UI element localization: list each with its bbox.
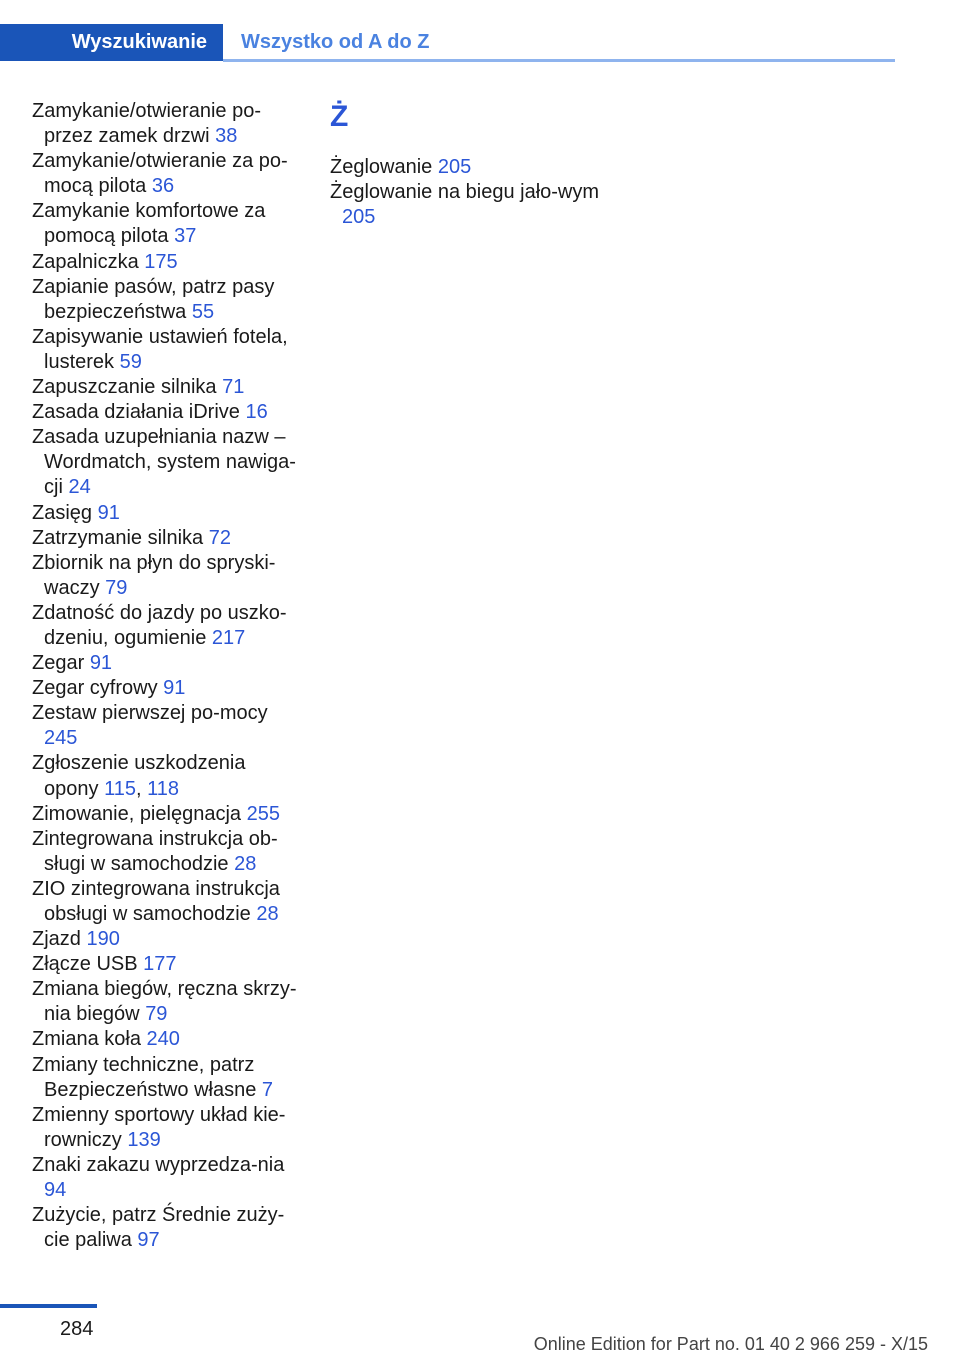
index-entry-text: Znaki zakazu wyprzedza-nia — [32, 1153, 285, 1176]
index-entry — [330, 155, 600, 180]
page-reference-link[interactable]: 115 — [104, 777, 136, 800]
index-entry — [32, 400, 302, 425]
page-reference-link[interactable]: 139 — [127, 1128, 161, 1151]
page-reference-link[interactable]: 71 — [222, 376, 245, 399]
index-entry — [32, 651, 302, 676]
index-entry-text: Zatrzymanie silnika — [32, 526, 204, 549]
index-column-right — [330, 99, 600, 230]
index-entry-text: Zegar cyfrowy — [32, 677, 158, 700]
index-entry-text: Zapalniczka — [32, 250, 139, 273]
page-reference-link[interactable]: 24 — [68, 476, 91, 499]
page-reference-link[interactable]: 59 — [119, 350, 142, 373]
index-entry-text: Zjazd — [32, 928, 81, 951]
page-reference-link[interactable]: 118 — [147, 777, 179, 800]
index-entry-text: Złącze USB — [32, 953, 138, 976]
index-entry — [32, 551, 302, 601]
page-reference-link[interactable]: 94 — [44, 1179, 67, 1202]
page-reference-link[interactable]: 72 — [208, 526, 231, 549]
index-entry — [32, 250, 302, 275]
index-entry — [32, 827, 302, 877]
index-entry-text: Zmiany techniczne, patrz Bezpieczeństwo własne — [32, 1053, 257, 1101]
page-reference-link[interactable]: 28 — [234, 852, 257, 875]
page-reference-link[interactable]: 91 — [89, 652, 113, 675]
letter-heading: Ż — [330, 100, 349, 133]
index-entry-text: Zużycie, patrz Średnie zuży-cie paliwa — [32, 1204, 285, 1252]
page-reference-link[interactable]: 175 — [144, 250, 178, 273]
index-entry — [32, 199, 302, 249]
page-reference-link[interactable]: 190 — [86, 928, 120, 951]
page-reference-link[interactable]: 240 — [146, 1028, 180, 1051]
index-entry-text: Zasada uzupełniania nazw – Wordmatch, system nawiga-cji — [32, 426, 296, 499]
index-entry — [32, 1103, 302, 1153]
index-entry — [32, 501, 302, 526]
index-entry — [330, 180, 600, 230]
index-entry-text: Żeglowanie na biegu jało-wym — [330, 181, 600, 204]
index-entry-text: Zapianie pasów, patrz pasy bezpieczeństwa — [32, 275, 275, 323]
page-reference-link[interactable]: 255 — [246, 802, 280, 825]
tab-wszystko-od-a-do-z[interactable]: Wszystko od A do Z — [241, 31, 430, 53]
index-entry — [32, 601, 302, 651]
index-entry-text: Zegar — [32, 652, 85, 675]
header-rule — [223, 59, 895, 62]
footer-edition: Online Edition for Part no. 01 40 2 966 259 - X/15 — [533, 1334, 928, 1354]
page-reference-link[interactable]: 79 — [105, 576, 128, 599]
index-entry — [32, 425, 302, 500]
page-reference-link[interactable]: 205 — [437, 156, 472, 178]
index-entry — [32, 1203, 302, 1253]
index-entry-text: Zamykanie/otwieranie za po-mocą pilota — [32, 150, 288, 198]
footer-accent-bar — [0, 1304, 97, 1308]
header — [0, 0, 960, 62]
page-reference-link[interactable]: 36 — [151, 175, 175, 198]
index-entry — [32, 325, 302, 375]
index-entry-text: Zapuszczanie silnika — [32, 376, 217, 399]
index-column-left — [32, 99, 302, 1253]
page-reference-link[interactable]: 177 — [143, 953, 177, 976]
index-entry-text: Zbiornik na płyn do spryski-waczy — [32, 551, 276, 599]
index-entry-text: Zmiana biegów, ręczna skrzy-nia biegów — [32, 978, 297, 1026]
index-entry-text: Żeglowanie — [330, 156, 433, 178]
index-entry — [32, 149, 302, 199]
index-entry — [32, 977, 302, 1027]
index-entry-text: Zintegrowana instrukcja ob-sługi w samochodzie — [32, 827, 278, 875]
index-entry — [32, 676, 302, 701]
page-number: 284 — [60, 1318, 94, 1340]
index-entry-text: Zdatność do jazdy po uszko-dzeniu, ogumienie — [32, 601, 287, 649]
page-reference-link[interactable]: 16 — [245, 401, 268, 424]
page-reference-link[interactable]: 205 — [342, 206, 376, 229]
index-entry-text: Zestaw pierwszej po-mocy — [32, 702, 268, 725]
index-entry-text: Zmiana koła — [32, 1028, 141, 1051]
index-entry — [32, 952, 302, 977]
index-entry — [32, 375, 302, 400]
index-entry-text: Zmienny sportowy układ kie-rowniczy — [32, 1103, 286, 1151]
page-reference-link[interactable]: 28 — [256, 903, 279, 925]
page-reference-link[interactable]: 91 — [97, 501, 120, 524]
index-entry — [32, 927, 302, 952]
index-entry: Zgłoszenie uszkodzenia opony 115, 118 — [32, 752, 246, 800]
index-entry — [32, 526, 302, 551]
index-entry — [32, 1027, 302, 1052]
page-reference-link[interactable]: 245 — [44, 727, 78, 750]
index-entry-text: Zgłoszenie uszkodzenia opony — [32, 752, 246, 800]
index-entry-text: Zamykanie/otwieranie po-przez zamek drzwi — [32, 100, 261, 148]
page-reference-link[interactable]: 55 — [191, 300, 215, 323]
page-reference-link[interactable]: 38 — [215, 125, 238, 148]
index-entry — [32, 877, 302, 927]
page-reference-link[interactable]: 79 — [145, 1003, 168, 1026]
index-entry-text: ZIO zintegrowana instrukcja obsługi w samochodzie — [32, 877, 280, 925]
index-entry — [32, 99, 302, 149]
page-reference-link[interactable]: 91 — [163, 677, 186, 700]
index-entry-text: Zasięg — [32, 501, 93, 524]
index-entry-text: Zapisywanie ustawień fotela, lusterek — [32, 325, 288, 373]
index-entry-text: Zimowanie, pielęgnacja — [32, 802, 242, 825]
index-entry — [32, 802, 302, 827]
index-entry — [32, 701, 302, 751]
index-entry-text: Zamykanie komfortowe za pomocą pilota — [32, 200, 266, 248]
page-reference-link[interactable]: 37 — [174, 225, 197, 248]
page-reference-link[interactable]: 7 — [261, 1078, 274, 1101]
tab-wyszukiwanie[interactable]: Wyszukiwanie — [0, 24, 223, 61]
page-reference-link[interactable]: 217 — [211, 626, 246, 649]
index-entry — [32, 1153, 302, 1203]
index-entry-text: Zasada działania iDrive — [32, 401, 240, 424]
index-entry — [32, 1053, 302, 1103]
page-reference-link[interactable]: 97 — [137, 1229, 160, 1252]
index-entry — [32, 275, 302, 325]
right-entries — [330, 155, 600, 230]
